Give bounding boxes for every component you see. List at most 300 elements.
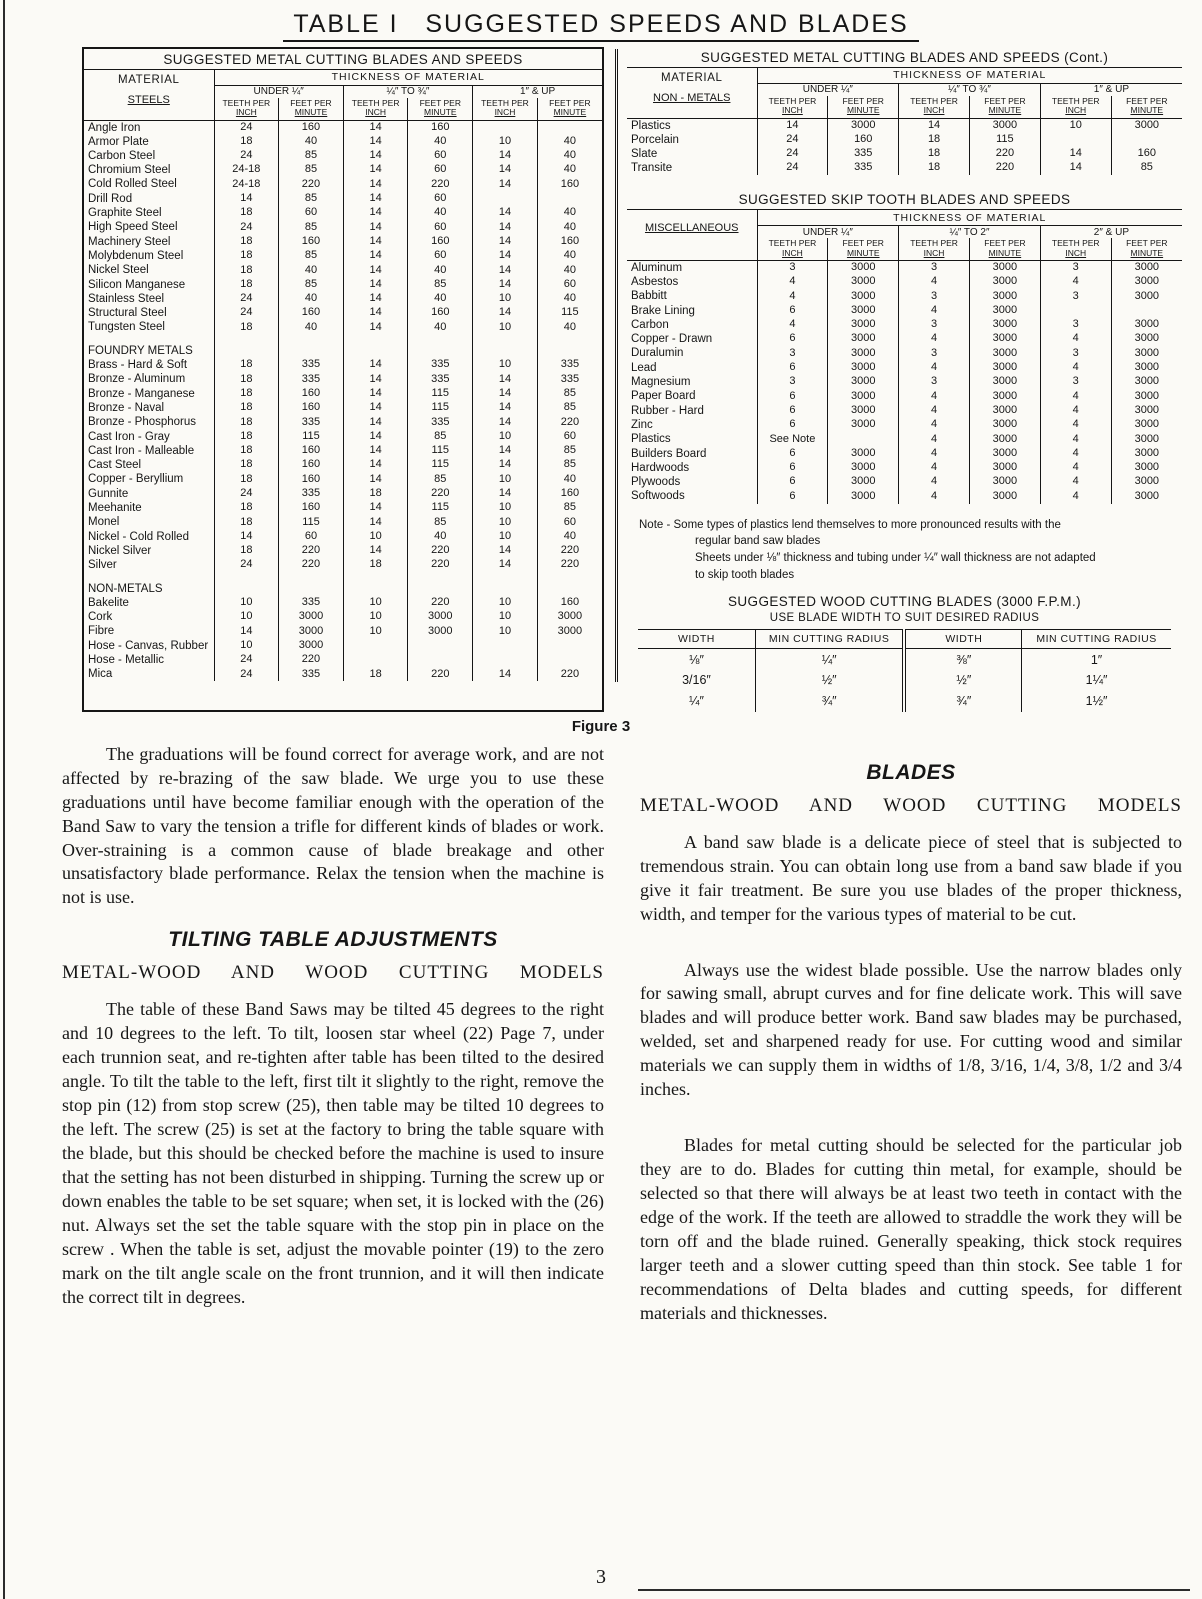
empty-cell <box>537 344 602 358</box>
value-cell: 10 <box>473 610 538 624</box>
value-cell: 3000 <box>828 346 899 360</box>
value-cell: 335 <box>560 372 580 385</box>
value-cell: 14 <box>473 206 538 220</box>
skip-tooth-table <box>627 210 1182 503</box>
value-cell: 3 <box>899 289 970 303</box>
value-cell: 3000 <box>969 275 1040 289</box>
table-row <box>84 624 602 638</box>
value-cell: 4 <box>899 275 970 289</box>
value-cell: 160 <box>279 444 344 458</box>
value-cell: 335 <box>408 415 473 429</box>
value-cell: 40 <box>408 134 473 148</box>
value-cell: 14 <box>343 415 408 429</box>
value-cell: 18 <box>214 472 279 486</box>
teeth-per-inch-header <box>757 238 828 260</box>
value-cell: 60 <box>563 429 577 442</box>
value-cell: 18 <box>899 161 970 175</box>
wood-header-cell: MIN CUTTING RADIUS <box>755 630 904 649</box>
value-cell: 24 <box>757 132 828 146</box>
value-cell: 14 <box>473 177 538 191</box>
value-cell <box>1111 303 1182 317</box>
table-row <box>84 444 602 458</box>
spacer-cell <box>84 572 214 581</box>
value-cell: 14 <box>343 292 408 306</box>
value-cell: 160 <box>408 306 473 320</box>
value-cell: 3000 <box>969 332 1040 346</box>
value-cell: 60 <box>279 206 344 220</box>
value-cell: 24 <box>757 147 828 161</box>
section-header-row <box>84 344 602 358</box>
value-cell: 3000 <box>969 318 1040 332</box>
value-cell: 4 <box>1040 489 1111 503</box>
spacer-cell <box>279 335 344 344</box>
value-cell: 160 <box>560 486 580 499</box>
value-cell: 10 <box>473 530 538 544</box>
value-cell: 3000 <box>1134 318 1160 331</box>
thickness-range-header: 2″ & UP <box>1093 226 1130 238</box>
table-row <box>84 501 602 515</box>
value-cell: 4 <box>1040 461 1111 475</box>
value-cell: 3 <box>899 318 970 332</box>
value-cell: 220 <box>408 177 473 191</box>
value-cell: 40 <box>563 292 577 305</box>
wood-blades-grid <box>638 629 1171 712</box>
value-cell: 14 <box>343 372 408 386</box>
value-cell: 3000 <box>828 318 899 332</box>
minute-label: MINUTE <box>846 247 880 258</box>
teeth-per-label: TEETH PER <box>768 96 817 106</box>
value-cell <box>343 639 408 653</box>
material-name: Brass - Hard & Soft <box>84 358 214 372</box>
table-row <box>84 667 602 681</box>
value-cell: 6 <box>757 475 828 489</box>
value-cell: 24 <box>757 161 828 175</box>
value-cell: 3000 <box>1134 432 1160 445</box>
value-cell: 60 <box>563 277 577 290</box>
feet-per-minute-header <box>408 98 473 120</box>
table-row <box>627 404 1182 418</box>
value-cell: 10 <box>343 610 408 624</box>
value-cell: 3000 <box>1134 418 1160 431</box>
value-cell: 3000 <box>828 361 899 375</box>
value-cell: 14 <box>343 235 408 249</box>
skip-tooth-title: SUGGESTED SKIP TOOTH BLADES AND SPEEDS <box>627 189 1182 210</box>
value-cell: 335 <box>279 596 344 610</box>
table-row <box>84 610 602 624</box>
table-row <box>627 418 1182 432</box>
value-cell <box>473 653 538 667</box>
header-row <box>627 68 1182 83</box>
value-cell: 24 <box>214 653 279 667</box>
value-cell: 24 <box>214 306 279 320</box>
value-cell: 6 <box>757 404 828 418</box>
subsection-heading-models-right: METAL-WOOD AND WOOD CUTTING MODELS <box>640 794 1182 816</box>
value-cell: 4 <box>899 303 970 317</box>
material-name: Paper Board <box>627 389 757 403</box>
value-cell: 3000 <box>1134 375 1160 388</box>
value-cell: 3000 <box>408 624 473 638</box>
value-cell: 3000 <box>969 361 1040 375</box>
wood-value-cell: ⅜″ <box>904 649 1021 670</box>
value-cell: 14 <box>343 220 408 234</box>
value-cell: 40 <box>563 249 577 262</box>
thickness-header: THICKNESS OF MATERIAL <box>757 210 1182 225</box>
value-cell: 10 <box>473 501 538 515</box>
value-cell: 10 <box>473 292 538 306</box>
teeth-per-inch-header <box>757 96 828 118</box>
value-cell <box>473 639 538 653</box>
value-cell: 220 <box>279 544 344 558</box>
material-name: Bakelite <box>84 596 214 610</box>
value-cell: 3 <box>1040 261 1111 275</box>
paragraph-blade-width: Always use the widest blade possible. Use the narrow blades only for sawing small, abrupt curves and for fine delicate work. This will save blades and will produce better work. Band saw blades may be purchased, welded, set and sharpened ready for use. For cutting wood and similar materials we can supply them in widths of 1/8, 3/16, 1/4, 3/8, 1/2 and 3/4 inches. <box>640 959 1182 1100</box>
material-name: Copper - Beryllium <box>84 472 214 486</box>
material-name: Meehanite <box>84 501 214 515</box>
value-cell: 4 <box>1040 432 1111 446</box>
table-row <box>84 249 602 263</box>
value-cell: 3000 <box>969 461 1040 475</box>
value-cell <box>1040 303 1111 317</box>
material-name: Hose - Canvas, Rubber <box>84 639 214 653</box>
table-row <box>627 332 1182 346</box>
value-cell: See Note <box>757 432 828 446</box>
value-cell: 6 <box>757 418 828 432</box>
value-cell: 10 <box>1040 118 1111 132</box>
table-row <box>627 361 1182 375</box>
value-cell: 3000 <box>969 489 1040 503</box>
feet-per-label: FEET PER <box>1126 96 1168 106</box>
value-cell: 3000 <box>1134 461 1160 474</box>
value-cell: 40 <box>279 292 344 306</box>
value-cell: 85 <box>279 149 344 163</box>
value-cell: 40 <box>563 149 577 162</box>
material-name: Softwoods <box>627 489 757 503</box>
value-cell: 24 <box>214 220 279 234</box>
inch-label: INCH <box>235 107 257 118</box>
value-cell: 14 <box>343 444 408 458</box>
value-cell: 220 <box>408 487 473 501</box>
empty-cell <box>473 344 538 358</box>
empty-cell <box>279 344 344 358</box>
section-header: FOUNDRY METALS <box>84 344 214 358</box>
table-row <box>638 670 1171 691</box>
value-cell: 18 <box>214 235 279 249</box>
value-cell: 14 <box>473 401 538 415</box>
value-cell: 14 <box>343 387 408 401</box>
wood-value-cell: ½″ <box>904 670 1021 691</box>
value-cell: 18 <box>899 132 970 146</box>
table-row <box>84 387 602 401</box>
value-cell: 14 <box>343 306 408 320</box>
feet-per-minute-header <box>969 238 1040 260</box>
feet-per-label: FEET PER <box>1126 238 1168 249</box>
spacer-row <box>84 572 602 581</box>
value-cell: 3000 <box>828 461 899 475</box>
value-cell <box>1040 132 1111 146</box>
table-row <box>84 235 602 249</box>
value-cell <box>473 192 538 206</box>
value-cell <box>408 653 473 667</box>
value-cell: 4 <box>1040 475 1111 489</box>
section-heading-tilting-table: TILTING TABLE ADJUSTMENTS <box>168 928 498 952</box>
value-cell: 24 <box>214 149 279 163</box>
value-cell: 4 <box>899 461 970 475</box>
value-cell: 4 <box>899 361 970 375</box>
value-cell: 10 <box>473 596 538 610</box>
value-cell: 18 <box>214 444 279 458</box>
table-row <box>84 429 602 443</box>
material-name: Armor Plate <box>84 134 214 148</box>
value-cell: 60 <box>408 149 473 163</box>
value-cell: 24 <box>214 487 279 501</box>
value-cell: 10 <box>473 320 538 334</box>
value-cell: 4 <box>1040 446 1111 460</box>
material-name: Bronze - Phosphorus <box>84 415 214 429</box>
value-cell: 3000 <box>828 404 899 418</box>
value-cell: 4 <box>899 489 970 503</box>
section-header-row <box>84 581 602 595</box>
material-name: Cast Iron - Malleable <box>84 444 214 458</box>
value-cell: 14 <box>343 472 408 486</box>
value-cell: 3000 <box>1134 403 1160 416</box>
value-cell: 14 <box>214 530 279 544</box>
value-cell: 4 <box>1040 404 1111 418</box>
value-cell: 14 <box>757 118 828 132</box>
value-cell: 3000 <box>969 118 1040 132</box>
header-row <box>638 630 1171 649</box>
value-cell: 160 <box>279 387 344 401</box>
table-row <box>627 132 1182 146</box>
feet-per-minute-header <box>1111 96 1182 118</box>
minute-label: MINUTE <box>988 247 1022 258</box>
value-cell: 4 <box>1040 275 1111 289</box>
thickness-range-header: 1″ & UP <box>519 86 556 98</box>
value-cell: 220 <box>969 147 1040 161</box>
value-cell: 18 <box>214 415 279 429</box>
value-cell: 3 <box>1040 346 1111 360</box>
left-text-column <box>62 743 604 1326</box>
empty-cell <box>408 581 473 595</box>
value-cell: 220 <box>279 558 344 572</box>
spacer-cell <box>408 572 473 581</box>
empty-cell <box>343 581 408 595</box>
table-row <box>627 147 1182 161</box>
material-name: Zinc <box>627 418 757 432</box>
table-row <box>627 318 1182 332</box>
value-cell: 6 <box>757 389 828 403</box>
value-cell <box>537 192 602 206</box>
value-cell: 14 <box>343 206 408 220</box>
material-name: Plastics <box>627 432 757 446</box>
value-cell: 18 <box>343 558 408 572</box>
value-cell: 18 <box>214 277 279 291</box>
teeth-per-inch-header <box>1040 96 1111 118</box>
value-cell: 4 <box>1040 332 1111 346</box>
value-cell: 14 <box>473 487 538 501</box>
table-body <box>84 120 602 681</box>
value-cell: 3000 <box>828 389 899 403</box>
value-cell: 40 <box>563 163 577 176</box>
value-cell: 85 <box>563 444 577 457</box>
minute-label: MINUTE <box>988 105 1022 116</box>
value-cell: 24 <box>214 558 279 572</box>
empty-cell <box>214 344 279 358</box>
value-cell: 40 <box>408 292 473 306</box>
value-cell: 40 <box>408 263 473 277</box>
value-cell <box>343 653 408 667</box>
minute-label: MINUTE <box>846 105 880 116</box>
value-cell: 18 <box>214 358 279 372</box>
value-cell: 160 <box>279 120 344 134</box>
material-name: Cork <box>84 610 214 624</box>
value-cell: 14 <box>343 263 408 277</box>
material-name: Plywoods <box>627 475 757 489</box>
note-text-line: regular band saw blades <box>695 535 821 548</box>
value-cell: 220 <box>408 544 473 558</box>
value-cell: 3000 <box>828 475 899 489</box>
thickness-range-header: ¼″ TO 2″ <box>899 225 1041 238</box>
inch-label: INCH <box>1065 247 1087 258</box>
value-cell: 14 <box>343 192 408 206</box>
value-cell: 3000 <box>1134 332 1160 345</box>
value-cell: 10 <box>473 358 538 372</box>
table-row <box>84 401 602 415</box>
value-cell <box>537 653 602 667</box>
value-cell: 3 <box>757 375 828 389</box>
value-cell: 60 <box>408 249 473 263</box>
value-cell: 40 <box>563 529 577 542</box>
value-cell: 3000 <box>1134 275 1160 288</box>
page-number: 3 <box>596 1566 606 1588</box>
value-cell: 160 <box>279 472 344 486</box>
value-cell: 335 <box>828 147 899 161</box>
value-cell: 6 <box>757 332 828 346</box>
value-cell: 3000 <box>969 432 1040 446</box>
value-cell: 160 <box>560 177 580 190</box>
value-cell: 14 <box>343 163 408 177</box>
inch-label: INCH <box>1065 105 1087 116</box>
value-cell: 10 <box>473 134 538 148</box>
value-cell: 14 <box>473 235 538 249</box>
value-cell: 3000 <box>969 303 1040 317</box>
metal-cutting-table-box <box>82 47 604 712</box>
inch-label: INCH <box>365 107 387 118</box>
wood-blades-table <box>627 629 1182 712</box>
value-cell: 3000 <box>969 375 1040 389</box>
material-name: Stainless Steel <box>84 292 214 306</box>
value-cell: 14 <box>343 401 408 415</box>
value-cell: 3000 <box>1134 346 1160 359</box>
table-row <box>84 220 602 234</box>
value-cell: 3000 <box>828 375 899 389</box>
value-cell: 160 <box>279 501 344 515</box>
value-cell: 85 <box>279 249 344 263</box>
feet-per-label: FEET PER <box>419 98 461 108</box>
table-row <box>84 653 602 667</box>
table-head <box>627 68 1182 118</box>
wood-value-cell: ¾″ <box>904 691 1021 712</box>
value-cell: 14 <box>899 118 970 132</box>
wood-value-cell: ⅛″ <box>638 649 755 670</box>
value-cell: 40 <box>408 530 473 544</box>
table-row <box>627 289 1182 303</box>
value-cell: 4 <box>757 289 828 303</box>
value-cell: 14 <box>473 220 538 234</box>
metal-cutting-table <box>84 70 602 681</box>
value-cell: 24-18 <box>214 177 279 191</box>
value-cell: 3000 <box>969 389 1040 403</box>
material-name: Mica <box>84 667 214 681</box>
value-cell: 40 <box>563 206 577 219</box>
value-cell: 220 <box>279 177 344 191</box>
material-group-label: MISCELLANEOUS <box>644 222 739 235</box>
value-cell <box>537 639 602 653</box>
value-cell: 115 <box>408 444 473 458</box>
value-cell: 85 <box>563 401 577 414</box>
value-cell: 3000 <box>969 446 1040 460</box>
value-cell: 4 <box>899 332 970 346</box>
value-cell: 160 <box>279 401 344 415</box>
value-cell: 14 <box>473 306 538 320</box>
value-cell: 3000 <box>1134 118 1160 131</box>
value-cell: 3000 <box>969 418 1040 432</box>
material-name: Magnesium <box>627 375 757 389</box>
wood-blades-title: SUGGESTED WOOD CUTTING BLADES (3000 F.P.M.) <box>727 594 1081 610</box>
value-cell: 3000 <box>279 624 344 638</box>
plastics-note <box>639 517 1178 584</box>
wood-blades-subtitle: USE BLADE WIDTH TO SUIT DESIRED RADIUS <box>769 612 1040 625</box>
value-cell: 14 <box>343 277 408 291</box>
table-row <box>84 192 602 206</box>
value-cell: 160 <box>408 120 473 134</box>
teeth-per-inch-header <box>473 98 538 120</box>
material-name: Silicon Manganese <box>84 277 214 291</box>
value-cell: 115 <box>408 387 473 401</box>
value-cell <box>537 120 602 134</box>
value-cell: 6 <box>757 361 828 375</box>
value-cell: 14 <box>343 515 408 529</box>
empty-cell <box>408 344 473 358</box>
value-cell: 85 <box>279 220 344 234</box>
table-row <box>627 375 1182 389</box>
table-row <box>627 389 1182 403</box>
value-cell: 115 <box>561 306 579 319</box>
table-row <box>627 118 1182 132</box>
thickness-range-header: ¼″ TO ¾″ <box>343 85 472 98</box>
value-cell: 40 <box>563 134 577 147</box>
value-cell: 40 <box>279 263 344 277</box>
material-name: Babbitt <box>627 289 757 303</box>
table-row <box>84 206 602 220</box>
material-name: Gunnite <box>84 487 214 501</box>
table-row <box>84 292 602 306</box>
empty-cell <box>279 581 344 595</box>
value-cell: 3000 <box>828 289 899 303</box>
feet-per-minute-header <box>828 96 899 118</box>
spacer-cell <box>214 572 279 581</box>
value-cell: 4 <box>757 318 828 332</box>
value-cell: 3000 <box>279 610 344 624</box>
material-column-header <box>84 70 214 120</box>
table-head <box>84 70 602 120</box>
section-header: NON-METALS <box>84 581 214 595</box>
value-cell: 14 <box>343 134 408 148</box>
table-row <box>84 149 602 163</box>
value-cell: 6 <box>757 303 828 317</box>
material-name: Angle Iron <box>84 120 214 134</box>
table-row <box>84 558 602 572</box>
value-cell: 14 <box>473 444 538 458</box>
